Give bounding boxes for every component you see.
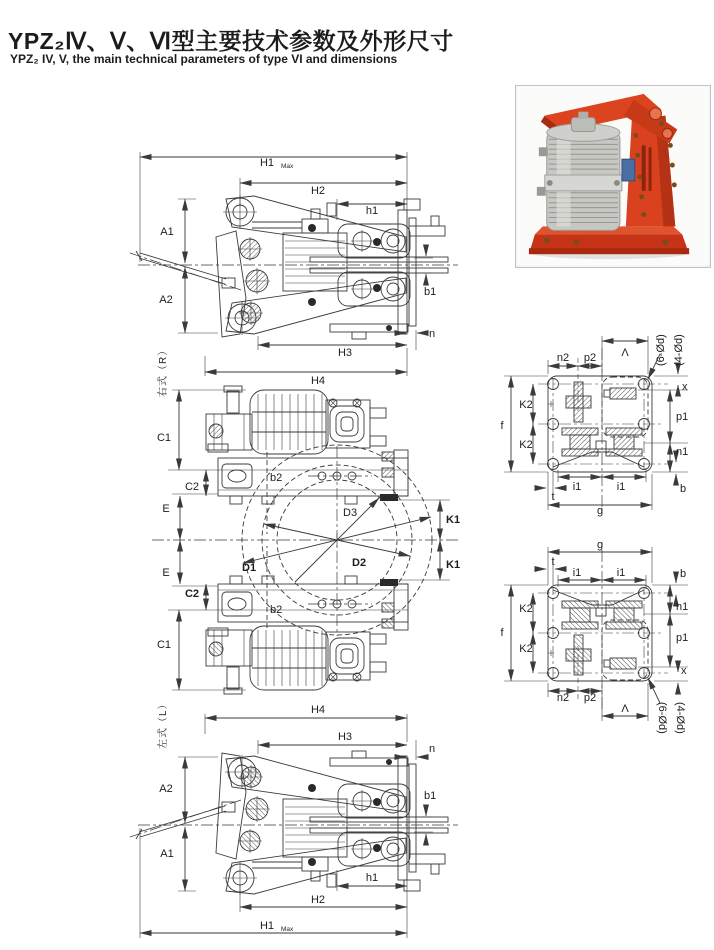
dim-C2-upper: C2 bbox=[184, 481, 200, 493]
dim-H4-bottom: H4 bbox=[310, 704, 326, 716]
dim-C1-upper: C1 bbox=[156, 432, 172, 444]
dim-K2b-plate-bottom: K2 bbox=[519, 643, 533, 655]
dim-C1-lower: C1 bbox=[156, 639, 172, 651]
dim-H1-bottom: H1 bbox=[259, 920, 275, 932]
dim-p2-plate-top: p2 bbox=[583, 352, 597, 364]
dim-K2b-plate-top: K2 bbox=[519, 439, 533, 451]
side-view-left-drawing bbox=[130, 714, 458, 938]
dim-H2-top: H2 bbox=[310, 185, 326, 197]
dim-E-upper: E bbox=[162, 503, 170, 515]
dim-n1-plate-bottom: n1 bbox=[676, 601, 689, 613]
dim-6-holes-plate-bottom: (6-Ød) bbox=[656, 702, 668, 734]
dim-b1-bottom: b1 bbox=[424, 790, 437, 802]
dim-H4-top: H4 bbox=[310, 375, 326, 387]
dim-6-holes-plate-top: (6-Ød) bbox=[655, 334, 667, 366]
dim-x-plate-bottom: x bbox=[681, 665, 687, 677]
dim-E-lower: E bbox=[162, 567, 170, 579]
dim-lambda-plate-bottom: Λ bbox=[621, 703, 629, 715]
side-view-right-drawing bbox=[130, 152, 458, 376]
dim-H2-bottom: H2 bbox=[310, 894, 326, 906]
dim-D3: D3 bbox=[343, 507, 358, 519]
dim-h1-bottom: h1 bbox=[365, 872, 379, 884]
dim-4-holes-plate-top: (4-Ød) bbox=[673, 334, 685, 366]
dim-H1-top: H1 bbox=[259, 157, 275, 169]
dim-H3-bottom: H3 bbox=[337, 731, 353, 743]
dim-h1-top: h1 bbox=[365, 205, 379, 217]
dim-f-plate-top: f bbox=[500, 420, 504, 432]
right-type-label: 右式（R） bbox=[158, 344, 169, 397]
dim-b1-top: b1 bbox=[424, 286, 437, 298]
dim-K2a-plate-bottom: K2 bbox=[519, 603, 533, 615]
dim-p1-plate-top: p1 bbox=[676, 411, 689, 423]
dim-t-plate-bottom: t bbox=[551, 556, 555, 568]
dim-D2: D2 bbox=[352, 557, 367, 569]
dim-b-plate-bottom: b bbox=[680, 568, 687, 580]
dim-n-bottom: n bbox=[429, 743, 436, 755]
dim-p1-plate-bottom: p1 bbox=[676, 632, 689, 644]
dim-A1-top: A1 bbox=[160, 226, 174, 238]
dim-K1-lower: K1 bbox=[446, 559, 461, 571]
dim-A2-bottom: A2 bbox=[159, 783, 173, 795]
dim-i1a-plate-top: i1 bbox=[572, 481, 582, 493]
dim-g-plate-top: g bbox=[596, 505, 604, 517]
plan-view-drawing bbox=[152, 386, 460, 694]
left-type-label: 左式（L） bbox=[158, 698, 169, 749]
dim-C2-lower: C2 bbox=[184, 588, 200, 600]
dim-D1: D1 bbox=[242, 562, 257, 574]
dim-n1-plate-top: n1 bbox=[676, 446, 689, 458]
dim-b2-lower: b2 bbox=[270, 604, 283, 616]
dim-lambda-plate-top: Λ bbox=[621, 347, 629, 359]
dim-n2-plate-bottom: n2 bbox=[556, 692, 570, 704]
dim-i1b-plate-top: i1 bbox=[616, 481, 626, 493]
dim-p2-plate-bottom: p2 bbox=[583, 692, 597, 704]
dim-x-plate-top: x bbox=[682, 381, 688, 393]
dim-t-plate-top: t bbox=[551, 491, 555, 503]
page-subtitle: YPZ₂ IV, V, the main technical parameters of type VI and dimensions bbox=[10, 52, 398, 66]
dim-f-plate-bottom: f bbox=[500, 627, 504, 639]
dim-i1a-plate-bottom: i1 bbox=[572, 567, 582, 579]
dim-K1-upper: K1 bbox=[446, 514, 461, 526]
dim-g-plate-bottom: g bbox=[596, 539, 604, 551]
dim-b2-upper: b2 bbox=[270, 472, 283, 484]
dim-H3-top: H3 bbox=[337, 347, 353, 359]
dim-4-holes-plate-bottom: (4-Ød) bbox=[674, 702, 686, 734]
page-title: YPZ₂Ⅳ、Ⅴ、Ⅵ型主要技术参数及外形尺寸 bbox=[8, 28, 454, 55]
dim-A1-bottom: A1 bbox=[160, 848, 174, 860]
dim-H1max-suffix-top: Max bbox=[281, 163, 294, 170]
dim-n2-plate-top: n2 bbox=[556, 352, 570, 364]
dim-i1b-plate-bottom: i1 bbox=[616, 567, 626, 579]
dim-K2a-plate-top: K2 bbox=[519, 399, 533, 411]
dim-n-top: n bbox=[429, 328, 436, 340]
dim-b-plate-top: b bbox=[680, 483, 687, 495]
dim-H1max-suffix-bottom: Max bbox=[281, 926, 294, 933]
dim-A2-top: A2 bbox=[159, 294, 173, 306]
